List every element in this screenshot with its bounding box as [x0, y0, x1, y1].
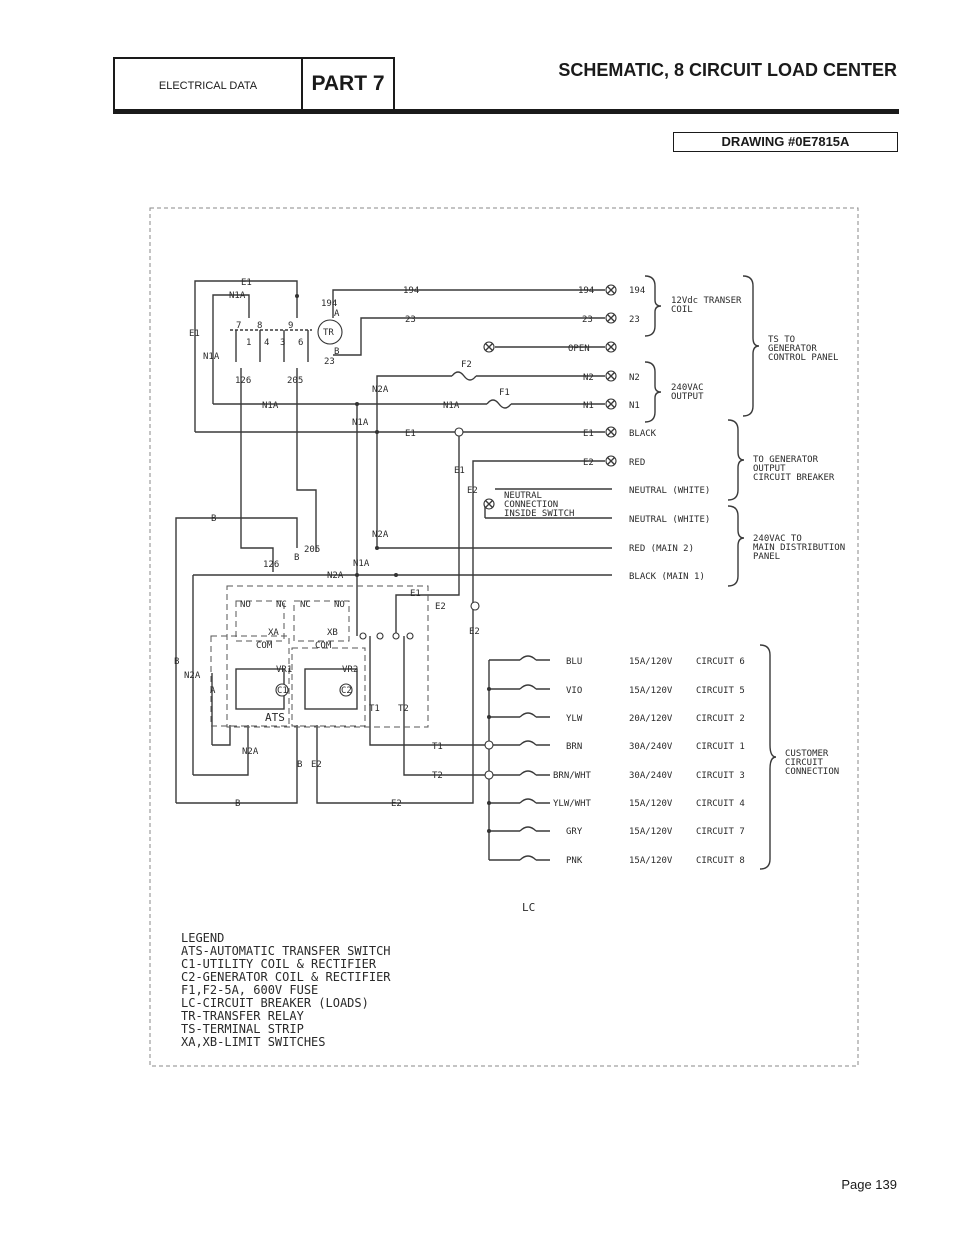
ts-label-n1: N1: [629, 401, 640, 411]
label-e2-vert: E2: [467, 486, 478, 496]
label-vr2: VR2: [342, 665, 359, 675]
note-customer-2: CIRCUIT: [785, 758, 823, 768]
label-b-left: B: [174, 657, 180, 667]
circuit-name: CIRCUIT 1: [696, 742, 745, 752]
ts-label-black: BLACK: [629, 429, 657, 439]
part-label: PART 7: [311, 72, 385, 95]
neutral-note-3: INSIDE SWITCH: [504, 509, 575, 519]
circuit-name: CIRCUIT 4: [696, 799, 745, 809]
label-126-top: 126: [235, 376, 252, 386]
label-f1: F1: [499, 388, 510, 398]
drawing-number: DRAWING #0E7815A: [673, 132, 898, 152]
label-a-left: A: [210, 686, 216, 696]
note-gen-breaker-2: OUTPUT: [753, 464, 786, 474]
page-number: Page 139: [841, 1177, 897, 1192]
note-gen-breaker-3: CIRCUIT BREAKER: [753, 473, 835, 483]
label-n2a-3: N2A: [327, 571, 344, 581]
ts-label-red: RED: [629, 458, 646, 468]
circuit-name: CIRCUIT 7: [696, 827, 745, 837]
contact-8: 8: [257, 321, 263, 331]
label-nc-xa: NC: [276, 600, 287, 610]
circuit-color: YLW: [566, 714, 583, 724]
circuit-rating: 15A/120V: [629, 657, 673, 667]
circuit-color: PNK: [566, 856, 583, 866]
circuit-name: CIRCUIT 5: [696, 686, 745, 696]
label-n1a-mid: N1A: [262, 401, 279, 411]
label-xb: XB: [327, 628, 338, 638]
circuit-rating: 15A/120V: [629, 827, 673, 837]
page-title: SCHEMATIC, 8 CIRCUIT LOAD CENTER: [558, 60, 897, 80]
label-t2-bus: T2: [432, 771, 443, 781]
label-23-relay: 23: [324, 357, 335, 367]
label-e1-top: E1: [241, 278, 252, 288]
label-nc-xb: NC: [300, 600, 311, 610]
label-black-main1: BLACK (MAIN 1): [629, 572, 705, 582]
label-neutral-1: NEUTRAL (WHITE): [629, 486, 711, 496]
legend-line: C1-UTILITY COIL & RECTIFIER: [181, 957, 377, 971]
label-ats: ATS: [265, 711, 285, 724]
label-tr: TR: [323, 328, 334, 338]
note-ts-panel-3: CONTROL PANEL: [768, 353, 839, 363]
legend-line: LEGEND: [181, 931, 225, 945]
legend: [181, 931, 391, 1049]
label-neutral-2: NEUTRAL (WHITE): [629, 515, 711, 525]
label-t2-ats: T2: [398, 704, 409, 714]
wire-open: OPEN: [568, 344, 590, 354]
ts-label-23: 23: [629, 315, 640, 325]
label-b-top: B: [211, 514, 217, 524]
note-output-2: OUTPUT: [671, 392, 704, 402]
label-n1a-left: N1A: [203, 352, 220, 362]
note-main-panel-2: MAIN DISTRIBUTION: [753, 543, 846, 553]
contact-6: 6: [298, 338, 304, 348]
label-205-top: 205: [287, 376, 304, 386]
label-194-relay: 194: [321, 299, 338, 309]
label-lc: LC: [522, 901, 536, 914]
circuit-name: CIRCUIT 3: [696, 771, 745, 781]
neutral-note-1: NEUTRAL: [504, 491, 542, 501]
label-n2a-2: N2A: [372, 530, 389, 540]
circuit-color: BRN: [566, 742, 583, 752]
note-ts-panel-2: GENERATOR: [768, 344, 817, 354]
label-n1a-low: N1A: [353, 559, 370, 569]
label-relay-b: B: [334, 347, 340, 357]
note-gen-breaker-1: TO GENERATOR: [753, 455, 819, 465]
circuit-name: CIRCUIT 6: [696, 657, 745, 667]
note-main-panel-3: PANEL: [753, 552, 781, 562]
label-n1a-fuse: N1A: [443, 401, 460, 411]
label-t1-bus: T1: [432, 742, 443, 752]
circuit-rating: 30A/240V: [629, 771, 673, 781]
legend-line: TR-TRANSFER RELAY: [181, 1009, 304, 1023]
circuit-rating: 15A/120V: [629, 686, 673, 696]
wiring: [176, 281, 612, 860]
label-e2-ats: E2: [435, 602, 446, 612]
legend-line: LC-CIRCUIT BREAKER (LOADS): [181, 996, 369, 1010]
label-b-bottom: B: [297, 760, 303, 770]
label-no-xa: NO: [240, 600, 251, 610]
legend-line: ATS-AUTOMATIC TRANSFER SWITCH: [181, 944, 391, 958]
label-23-wire: 23: [405, 315, 416, 325]
legend-line: C2-GENERATOR COIL & RECTIFIER: [181, 970, 391, 984]
circuit-rating: 30A/240V: [629, 742, 673, 752]
ts-label-194: 194: [629, 286, 646, 296]
label-com-xb: COM: [315, 641, 332, 651]
neutral-note-2: CONNECTION: [504, 500, 559, 510]
circuit-name: CIRCUIT 8: [696, 856, 745, 866]
label-relay-a: A: [334, 309, 340, 319]
label-f2: F2: [461, 360, 472, 370]
circuit-color: VIO: [566, 686, 583, 696]
legend-line: TS-TERMINAL STRIP: [181, 1022, 304, 1036]
legend-line: XA,XB-LIMIT SWITCHES: [181, 1035, 326, 1049]
label-e1-vert: E1: [454, 466, 465, 476]
note-customer-1: CUSTOMER: [785, 749, 829, 759]
circuit-rating: 15A/120V: [629, 856, 673, 866]
ts-label-n2: N2: [629, 373, 640, 383]
contact-3: 3: [280, 338, 286, 348]
contact-4: 4: [264, 338, 270, 348]
note-output-1: 240VAC: [671, 383, 704, 393]
label-xa: XA: [268, 628, 279, 638]
label-b-base: B: [235, 799, 241, 809]
note-main-panel-1: 240VAC TO: [753, 534, 802, 544]
note-transfer-coil-1: 12Vdc TRANSER: [671, 296, 742, 306]
label-e1-left: E1: [189, 329, 200, 339]
note-ts-panel-1: TS TO: [768, 335, 796, 345]
label-e1-mid: E1: [405, 429, 416, 439]
label-vr1: VR1: [276, 665, 293, 675]
note-transfer-coil-2: COIL: [671, 305, 693, 315]
label-n2a-left: N2A: [184, 671, 201, 681]
legend-line: F1,F2-5A, 600V FUSE: [181, 983, 319, 997]
label-e2-right: E2: [469, 627, 480, 637]
label-e2-bottom: E2: [311, 760, 322, 770]
circuit-rating: 15A/120V: [629, 799, 673, 809]
label-e2-base: E2: [391, 799, 402, 809]
label-n2a-bottom: N2A: [242, 747, 259, 757]
label-no-xb: NO: [334, 600, 345, 610]
wire-23: 23: [582, 315, 593, 325]
wire-n2: N2: [583, 373, 594, 383]
circuit-color: GRY: [566, 827, 583, 837]
note-customer-3: CONNECTION: [785, 767, 840, 777]
label-c1: C1: [277, 686, 288, 696]
section-label: ELECTRICAL DATA: [158, 80, 258, 92]
label-n1a-top: N1A: [229, 291, 246, 301]
label-c2: C2: [341, 686, 352, 696]
label-n2a-1: N2A: [372, 385, 389, 395]
contact-7: 7: [236, 321, 242, 331]
circuit-list: [553, 657, 745, 866]
circuit-color: YLW/WHT: [553, 799, 591, 809]
wire-e2: E2: [583, 458, 594, 468]
label-205-mid: 205: [304, 545, 321, 555]
wire-194: 194: [578, 286, 595, 296]
diagram-frame: [150, 208, 858, 1066]
label-n1a-vert: N1A: [352, 418, 369, 428]
wire-e1: E1: [583, 429, 594, 439]
label-com-xa: COM: [256, 641, 273, 651]
label-b-mid: B: [294, 553, 300, 563]
contact-1: 1: [246, 338, 252, 348]
circuit-name: CIRCUIT 2: [696, 714, 745, 724]
breaker-symbols: [520, 656, 550, 860]
contact-9: 9: [288, 321, 294, 331]
label-e1-ats: E1: [410, 589, 421, 599]
label-126-mid: 126: [263, 560, 280, 570]
circuit-rating: 20A/120V: [629, 714, 673, 724]
label-194-wire: 194: [403, 286, 420, 296]
circuit-color: BRN/WHT: [553, 771, 591, 781]
circuit-color: BLU: [566, 657, 583, 667]
label-red-main2: RED (MAIN 2): [629, 544, 695, 554]
wire-n1: N1: [583, 401, 594, 411]
label-t1-ats: T1: [369, 704, 380, 714]
